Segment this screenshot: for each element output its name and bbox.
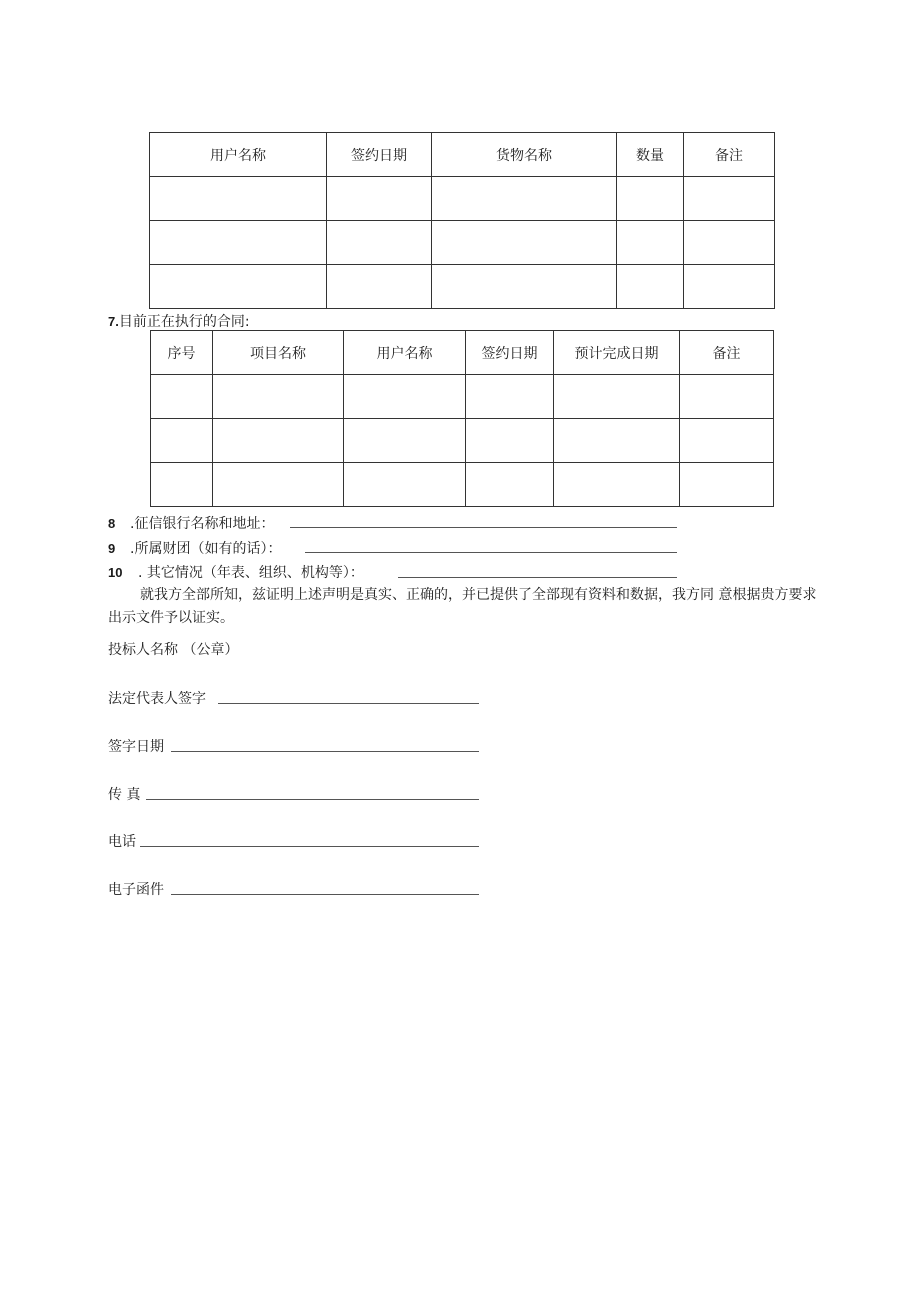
col-sign-date: 签约日期: [327, 133, 432, 177]
table-cell[interactable]: [466, 375, 554, 419]
table-header-row: [151, 331, 774, 375]
email-field[interactable]: [171, 894, 479, 895]
col-remarks: 备注: [680, 331, 774, 375]
item-8: [108, 513, 274, 533]
table-cell[interactable]: [151, 375, 213, 419]
table-cell[interactable]: [150, 221, 327, 265]
legal-rep-signature-label: 法定代表人签字: [108, 691, 206, 707]
table-cell[interactable]: [432, 177, 617, 221]
item-label: .所属财团（如有的话）：: [130, 541, 282, 557]
table-cell[interactable]: [344, 375, 466, 419]
table-cell[interactable]: [680, 419, 774, 463]
col-remarks: 备注: [684, 133, 775, 177]
col-expected-completion: 预计完成日期: [554, 331, 680, 375]
table-cell[interactable]: [684, 177, 775, 221]
col-user-name: 用户名称: [150, 133, 327, 177]
table-cell[interactable]: [554, 419, 680, 463]
table-cell[interactable]: [680, 375, 774, 419]
table-cell[interactable]: [150, 265, 327, 309]
col-sign-date: 签约日期: [466, 331, 554, 375]
email-label: 电子函件: [108, 882, 164, 898]
item-10: [108, 562, 364, 582]
table-row: [151, 375, 774, 419]
section-label: 目前正在执行的合同:: [118, 314, 250, 330]
fax-label: 传 真: [108, 787, 141, 803]
item-9: [108, 538, 281, 558]
sign-date-field[interactable]: [171, 751, 479, 752]
item-label: . 其它情况（年表、组织、机构等）：: [138, 565, 364, 581]
item-label: .征信银行名称和地址：: [130, 516, 275, 532]
table-cell[interactable]: [617, 265, 684, 309]
table-cell[interactable]: [327, 221, 432, 265]
section-7-heading: [108, 311, 250, 331]
table-cell[interactable]: [554, 463, 680, 507]
table-cell[interactable]: [684, 221, 775, 265]
table-cell[interactable]: [684, 265, 775, 309]
col-goods-name: 货物名称: [432, 133, 617, 177]
table-cell[interactable]: [327, 177, 432, 221]
table-cell[interactable]: [213, 419, 344, 463]
item-number: 9: [108, 541, 116, 556]
bidder-name-label: 投标人名称 （公章）: [108, 642, 239, 658]
table-row: [150, 221, 775, 265]
col-project-name: 项目名称: [213, 331, 344, 375]
table-cell[interactable]: [680, 463, 774, 507]
table-cell[interactable]: [344, 463, 466, 507]
table-cell[interactable]: [466, 463, 554, 507]
table-cell[interactable]: [432, 265, 617, 309]
legal-rep-signature-field[interactable]: [218, 703, 479, 704]
table-cell[interactable]: [213, 375, 344, 419]
table-cell[interactable]: [344, 419, 466, 463]
item-number: 10: [108, 565, 123, 580]
item-number: 8: [108, 516, 116, 531]
fax-field[interactable]: [146, 799, 479, 800]
past-contracts-table: [149, 132, 775, 309]
col-serial-no: 序号: [151, 331, 213, 375]
section-number: 7.: [108, 314, 119, 329]
table-row: [150, 265, 775, 309]
consortium-field[interactable]: [305, 552, 677, 553]
phone-field[interactable]: [140, 846, 479, 847]
table-cell[interactable]: [554, 375, 680, 419]
current-contracts-table: [150, 330, 774, 507]
table-cell[interactable]: [617, 221, 684, 265]
table-row: [150, 177, 775, 221]
sign-date-label: 签字日期: [108, 739, 164, 755]
table-cell[interactable]: [466, 419, 554, 463]
table-cell[interactable]: [327, 265, 432, 309]
table-cell[interactable]: [432, 221, 617, 265]
bank-name-address-field[interactable]: [290, 527, 677, 528]
col-quantity: 数量: [617, 133, 684, 177]
table-row: [151, 419, 774, 463]
table-cell[interactable]: [150, 177, 327, 221]
table-header-row: [150, 133, 775, 177]
phone-label: 电话: [108, 834, 136, 850]
table-cell[interactable]: [151, 419, 213, 463]
table-cell[interactable]: [617, 177, 684, 221]
col-user-name: 用户名称: [344, 331, 466, 375]
declaration-paragraph: 就我方全部所知，兹证明上述声明是真实、正确的，并已提供了全部现有资料和数据，我方同 意根据贵方要求出示文件予以证实。: [108, 587, 817, 626]
table-row: [151, 463, 774, 507]
table-cell[interactable]: [213, 463, 344, 507]
table-cell[interactable]: [151, 463, 213, 507]
other-info-field[interactable]: [398, 577, 677, 578]
